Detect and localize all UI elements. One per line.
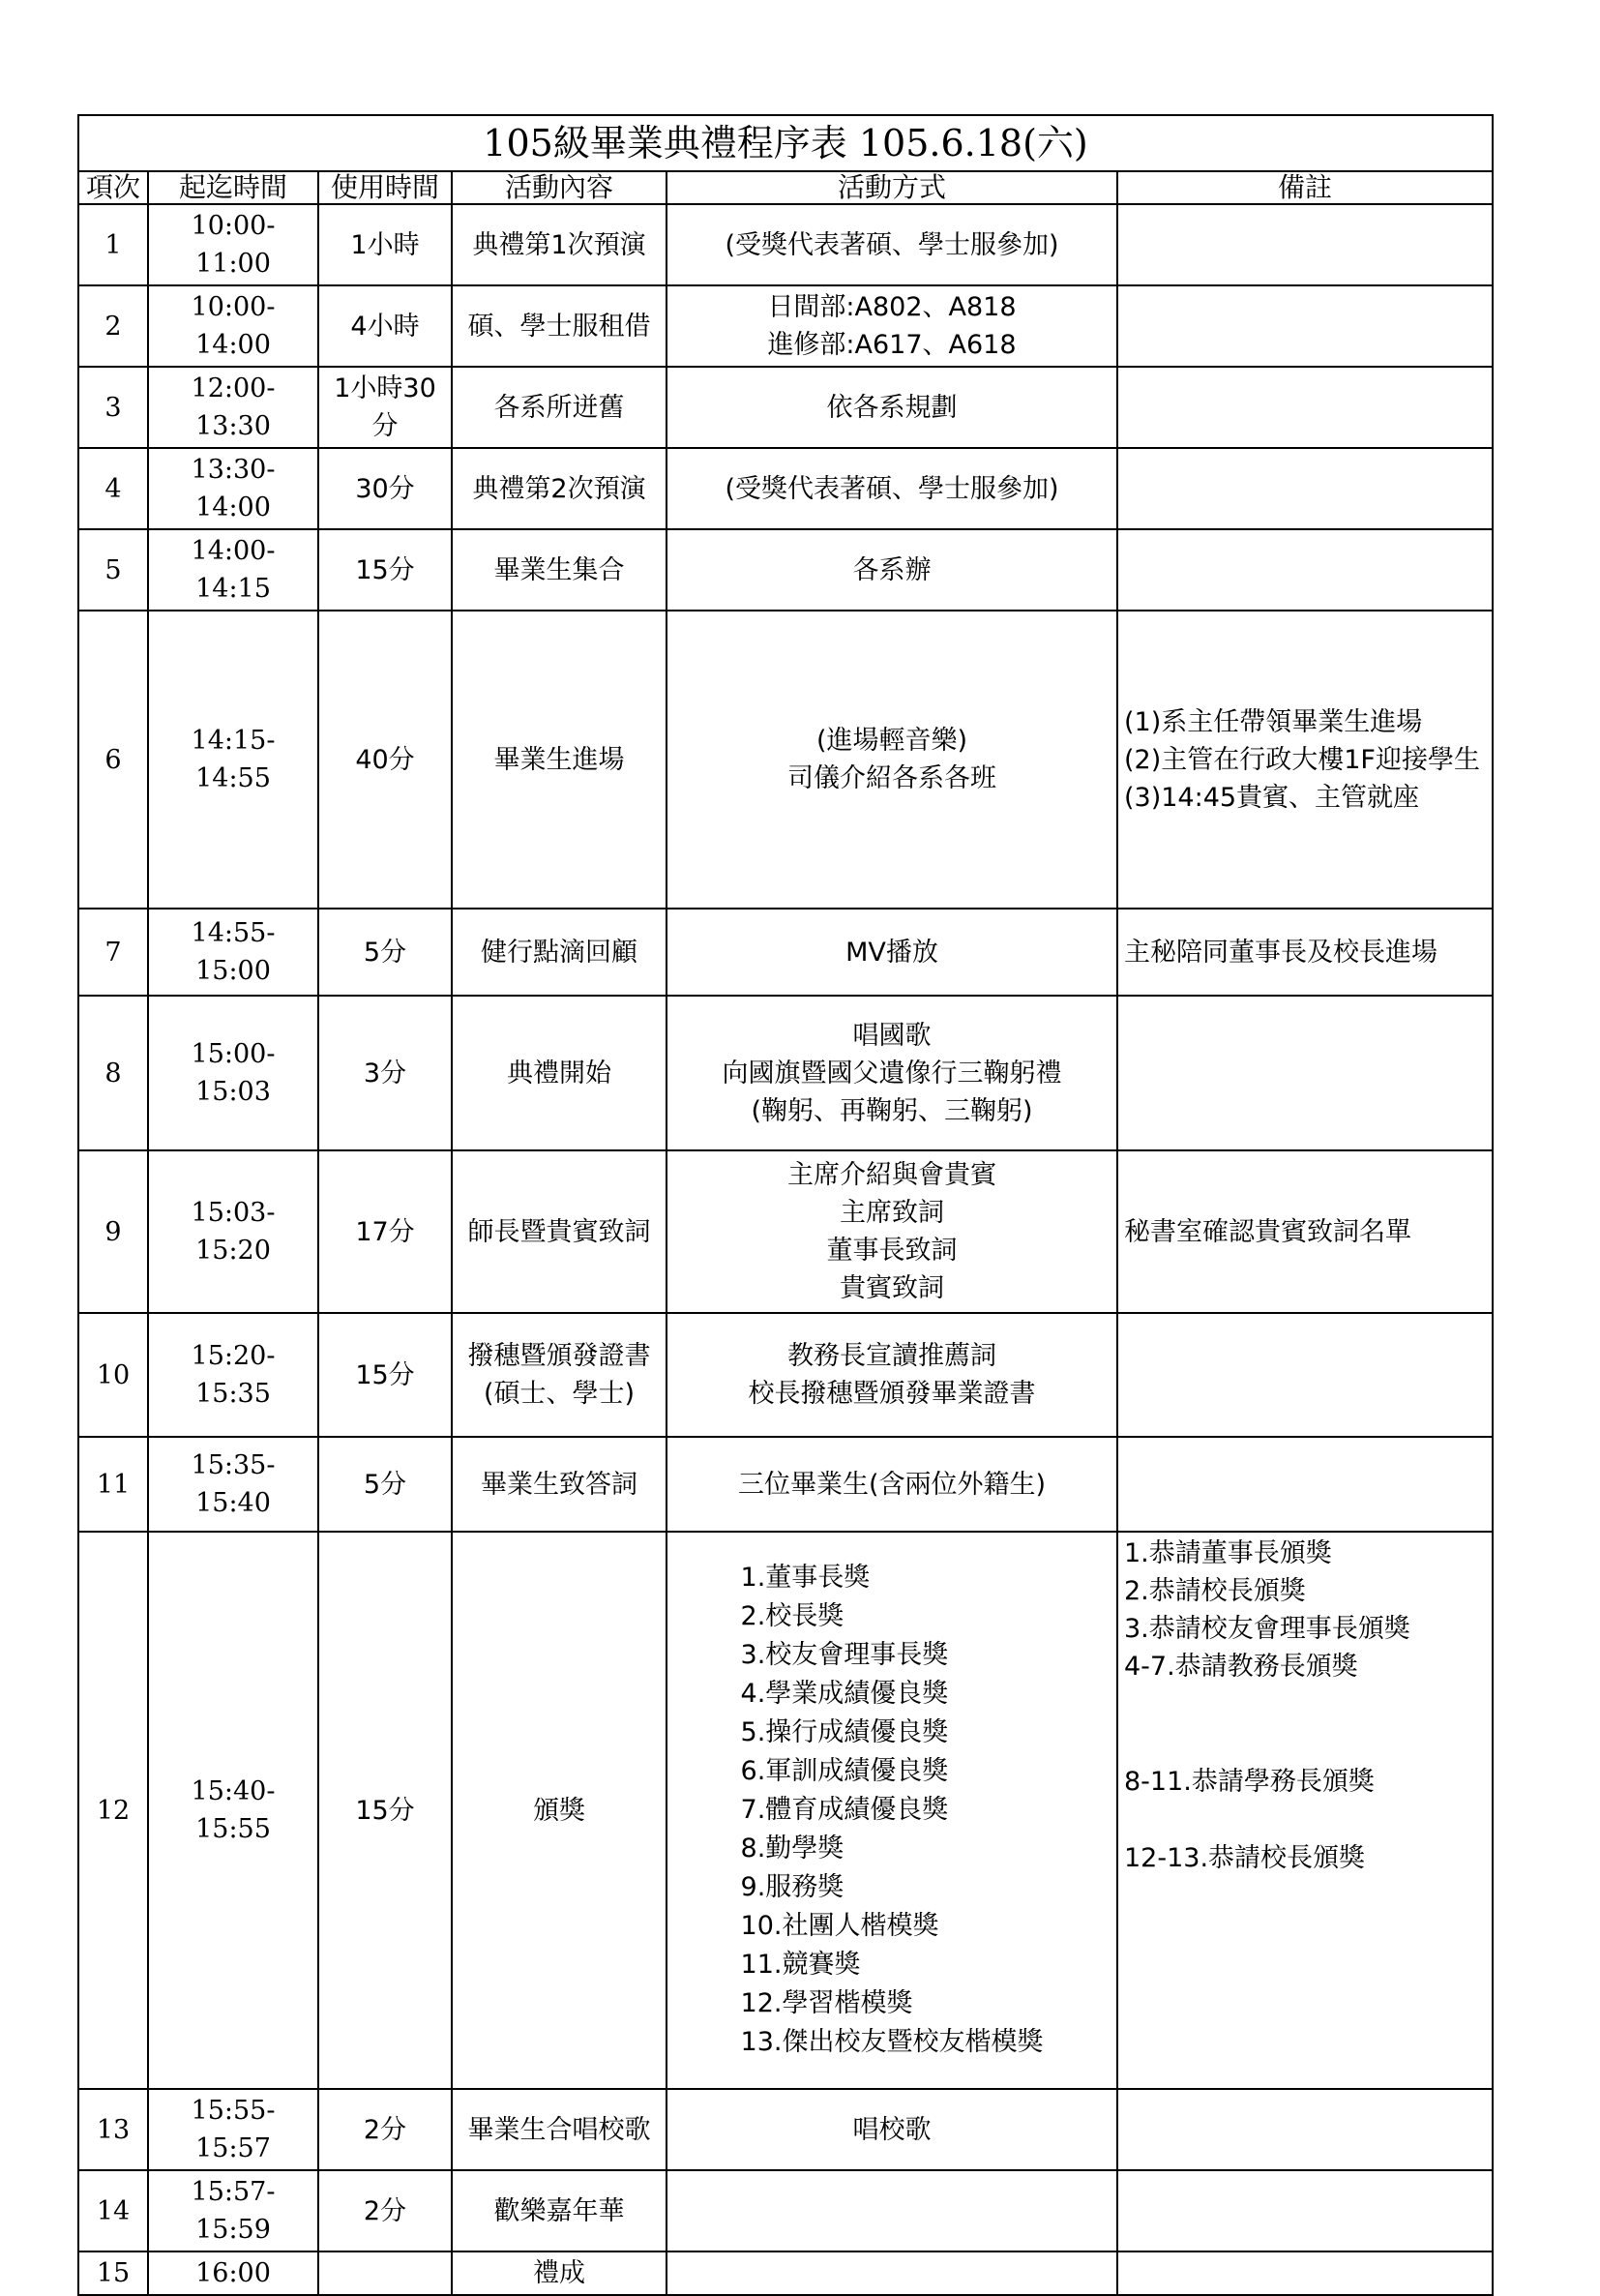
header-item-no: 項次 <box>78 171 148 204</box>
header-activity-method: 活動方式 <box>667 171 1117 204</box>
method-line: 9.服務獎 <box>740 1872 844 1902</box>
header-duration: 使用時間 <box>318 171 452 204</box>
remark-line: 8-11.恭請學務長頒獎 <box>1124 1767 1375 1797</box>
duration-cell: 15分 <box>318 529 452 611</box>
remark-lines <box>1124 934 1486 971</box>
item-number-cell: 15 <box>78 2251 148 2295</box>
remark-spacer <box>1124 1801 1486 1839</box>
duration-cell: 5分 <box>318 909 452 996</box>
table-row <box>78 448 1493 529</box>
remarks-cell <box>1117 367 1493 448</box>
activity-method-cell <box>667 2170 1117 2251</box>
method-line: 12.學習楷模獎 <box>740 1988 913 2018</box>
table-row <box>78 204 1493 285</box>
method-line: 各系辦 <box>852 554 932 585</box>
method-line: 3.校友會理事長獎 <box>740 1640 949 1670</box>
remarks-cell <box>1117 2251 1493 2295</box>
remarks-cell <box>1117 909 1493 996</box>
remark-line: 12-13.恭請校長頒獎 <box>1124 1843 1366 1873</box>
remarks-cell <box>1117 2089 1493 2170</box>
method-line: 1.董事長獎 <box>740 1563 871 1593</box>
remark-lines <box>1124 1213 1486 1251</box>
method-line: 貴賓致詞 <box>840 1273 944 1303</box>
remark-line: (2)主管在行政大樓1F迎接學生 <box>1124 744 1480 775</box>
item-number-cell: 14 <box>78 2170 148 2251</box>
duration-cell: 4小時 <box>318 285 452 367</box>
method-lines <box>673 1156 1111 1307</box>
activity-method-cell <box>667 204 1117 285</box>
activity-content-cell: 頒獎 <box>452 1532 667 2089</box>
activity-content-cell: 撥穗暨頒發證書(碩士、學士) <box>452 1313 667 1437</box>
remarks-cell <box>1117 996 1493 1150</box>
item-number-cell: 13 <box>78 2089 148 2170</box>
activity-content-cell: 典禮開始 <box>452 996 667 1150</box>
table-row <box>78 529 1493 611</box>
remark-line: 3.恭請校友會理事長頒獎 <box>1124 1614 1410 1644</box>
method-line: 向國旗暨國父遺像行三鞠躬禮 <box>722 1058 1062 1088</box>
header-remarks: 備註 <box>1117 171 1493 204</box>
method-line: MV播放 <box>845 937 938 968</box>
activity-content-cell: 畢業生致答詞 <box>452 1437 667 1532</box>
document-title: 105級畢業典禮程序表 105.6.18(六) <box>78 115 1493 171</box>
method-line: 唱國歌 <box>852 1020 932 1051</box>
duration-cell <box>318 2251 452 2295</box>
table-row <box>78 909 1493 996</box>
time-range-cell: 10:00-11:00 <box>148 204 318 285</box>
time-range-cell: 15:20-15:35 <box>148 1313 318 1437</box>
method-line: 11.競賽獎 <box>740 1950 861 1980</box>
item-number-cell: 12 <box>78 1532 148 2089</box>
time-range-cell: 15:55-15:57 <box>148 2089 318 2170</box>
activity-method-cell <box>667 367 1117 448</box>
table-row <box>78 1313 1493 1437</box>
remark-line: 2.恭請校長頒獎 <box>1124 1576 1306 1606</box>
method-line: 5.操行成績優良獎 <box>740 1717 949 1747</box>
item-number-cell: 4 <box>78 448 148 529</box>
method-line: 13.傑出校友暨校友楷模獎 <box>740 2027 1044 2057</box>
remark-line: 秘書室確認貴賓致詞名單 <box>1124 1216 1411 1247</box>
time-range-cell: 15:00-15:03 <box>148 996 318 1150</box>
remarks-cell <box>1117 2170 1493 2251</box>
remark-spacer <box>1124 1724 1486 1763</box>
method-line: 董事長致詞 <box>826 1236 958 1266</box>
method-lines <box>673 288 1111 364</box>
table-row <box>78 2251 1493 2295</box>
activity-content-cell: 畢業生進場 <box>452 611 667 909</box>
method-lines <box>673 389 1111 427</box>
remarks-cell <box>1117 611 1493 909</box>
item-number-cell: 3 <box>78 367 148 448</box>
duration-cell: 1小時30分 <box>318 367 452 448</box>
remark-line: (1)系主任帶領畢業生進場 <box>1124 706 1423 737</box>
duration-cell: 2分 <box>318 2089 452 2170</box>
remark-spacer <box>1124 1685 1486 1724</box>
method-line: 10.社團人楷模獎 <box>740 1911 939 1941</box>
activity-content-cell: 典禮第1次預演 <box>452 204 667 285</box>
activity-method-cell <box>667 611 1117 909</box>
item-number-cell: 9 <box>78 1150 148 1313</box>
activity-method-cell <box>667 1437 1117 1532</box>
activity-content-cell: 典禮第2次預演 <box>452 448 667 529</box>
method-lines <box>673 470 1111 508</box>
table-row <box>78 285 1493 367</box>
method-lines <box>673 934 1111 971</box>
method-line: 7.體育成績優良獎 <box>740 1795 949 1825</box>
item-number-cell: 7 <box>78 909 148 996</box>
activity-content-cell: 碩、學士服租借 <box>452 285 667 367</box>
time-range-cell: 12:00-13:30 <box>148 367 318 448</box>
table-row <box>78 996 1493 1150</box>
activity-content-cell: 健行點滴回顧 <box>452 909 667 996</box>
activity-method-cell <box>667 909 1117 996</box>
method-line: 主席介紹與會貴賓 <box>787 1160 996 1190</box>
remarks-cell <box>1117 204 1493 285</box>
duration-cell: 3分 <box>318 996 452 1150</box>
method-line: 三位畢業生(含兩位外籍生) <box>737 1469 1047 1500</box>
remark-line: 4-7.恭請教務長頒獎 <box>1124 1652 1358 1682</box>
item-number-cell: 10 <box>78 1313 148 1437</box>
method-line: 校長撥穗暨頒發畢業證書 <box>748 1379 1036 1409</box>
activity-method-cell <box>667 285 1117 367</box>
duration-cell: 5分 <box>318 1437 452 1532</box>
method-line: (受獎代表著碩、學士服參加) <box>725 473 1059 504</box>
time-range-cell: 15:40-15:55 <box>148 1532 318 2089</box>
activity-method-cell <box>667 448 1117 529</box>
title-row <box>78 115 1493 171</box>
method-lines <box>673 552 1111 589</box>
duration-cell: 15分 <box>318 1532 452 2089</box>
method-lines <box>673 2111 1111 2149</box>
item-number-cell: 11 <box>78 1437 148 1532</box>
method-line: 依各系規劃 <box>826 392 958 423</box>
activity-method-cell <box>667 1313 1117 1437</box>
remark-line: 1.恭請董事長頒獎 <box>1124 1538 1332 1568</box>
remarks-cell <box>1117 1532 1493 2089</box>
program-schedule-table <box>77 114 1494 2296</box>
time-range-cell: 13:30-14:00 <box>148 448 318 529</box>
activity-content-cell: 畢業生合唱校歌 <box>452 2089 667 2170</box>
method-line: 教務長宣讀推薦詞 <box>787 1341 996 1371</box>
remarks-cell <box>1117 448 1493 529</box>
remark-lines <box>1124 1535 1486 1877</box>
remarks-cell <box>1117 1313 1493 1437</box>
duration-cell: 2分 <box>318 2170 452 2251</box>
table-row <box>78 1437 1493 1532</box>
duration-cell: 30分 <box>318 448 452 529</box>
duration-cell: 40分 <box>318 611 452 909</box>
activity-content-cell: 畢業生集合 <box>452 529 667 611</box>
method-lines <box>673 722 1111 797</box>
method-line: 6.軍訓成績優良獎 <box>740 1756 949 1786</box>
remark-line: 主秘陪同董事長及校長進場 <box>1124 937 1437 968</box>
duration-cell: 15分 <box>318 1313 452 1437</box>
activity-method-cell <box>667 529 1117 611</box>
time-range-cell: 15:03-15:20 <box>148 1150 318 1313</box>
time-range-cell: 14:00-14:15 <box>148 529 318 611</box>
activity-method-cell <box>667 1150 1117 1313</box>
table-row <box>78 1532 1493 2089</box>
activity-content-cell: 師長暨貴賓致詞 <box>452 1150 667 1313</box>
time-range-cell: 14:15-14:55 <box>148 611 318 909</box>
item-number-cell: 1 <box>78 204 148 285</box>
activity-method-cell <box>667 996 1117 1150</box>
remark-line: (3)14:45貴賓、主管就座 <box>1124 782 1420 813</box>
table-row <box>78 611 1493 909</box>
header-row <box>78 171 1493 204</box>
item-number-cell: 6 <box>78 611 148 909</box>
item-number-cell: 8 <box>78 996 148 1150</box>
remarks-cell <box>1117 1150 1493 1313</box>
remarks-cell <box>1117 285 1493 367</box>
activity-method-cell <box>667 2089 1117 2170</box>
activity-method-cell <box>667 2251 1117 2295</box>
time-range-cell: 10:00-14:00 <box>148 285 318 367</box>
activity-method-cell <box>667 1532 1117 2089</box>
item-number-cell: 5 <box>78 529 148 611</box>
method-line: 4.學業成績優良獎 <box>740 1679 949 1709</box>
time-range-cell: 16:00 <box>148 2251 318 2295</box>
time-range-cell: 14:55-15:00 <box>148 909 318 996</box>
time-range-cell: 15:57-15:59 <box>148 2170 318 2251</box>
header-time-range: 起迄時間 <box>148 171 318 204</box>
header-activity-content: 活動內容 <box>452 171 667 204</box>
remarks-cell <box>1117 529 1493 611</box>
method-line: (受獎代表著碩、學士服參加) <box>725 229 1059 260</box>
method-line: 日間部:A802、A818 <box>767 292 1017 322</box>
method-lines <box>673 1466 1111 1504</box>
remark-lines <box>1124 703 1486 817</box>
time-range-cell: 15:35-15:40 <box>148 1437 318 1532</box>
method-line: 進修部:A617、A618 <box>767 330 1017 360</box>
table-row <box>78 2170 1493 2251</box>
method-line: (鞠躬、再鞠躬、三鞠躬) <box>751 1095 1033 1126</box>
duration-cell: 1小時 <box>318 204 452 285</box>
method-lines <box>673 1017 1111 1130</box>
table-row <box>78 1150 1493 1313</box>
award-list <box>741 1559 1044 2062</box>
method-line: (進場輕音樂) <box>815 726 968 756</box>
method-line: 司儀介紹各系各班 <box>787 763 996 793</box>
remarks-cell <box>1117 1437 1493 1532</box>
table-row <box>78 2089 1493 2170</box>
duration-cell: 17分 <box>318 1150 452 1313</box>
method-lines <box>673 226 1111 264</box>
method-line: 唱校歌 <box>852 2114 932 2145</box>
activity-content-cell: 歡樂嘉年華 <box>452 2170 667 2251</box>
item-number-cell: 2 <box>78 285 148 367</box>
method-lines <box>673 1337 1111 1413</box>
activity-content-cell: 各系所迸舊 <box>452 367 667 448</box>
activity-content-cell: 禮成 <box>452 2251 667 2295</box>
table-row <box>78 367 1493 448</box>
method-line: 8.勤學獎 <box>740 1834 844 1864</box>
method-line: 2.校長獎 <box>740 1601 844 1631</box>
method-line: 主席致詞 <box>840 1198 944 1228</box>
